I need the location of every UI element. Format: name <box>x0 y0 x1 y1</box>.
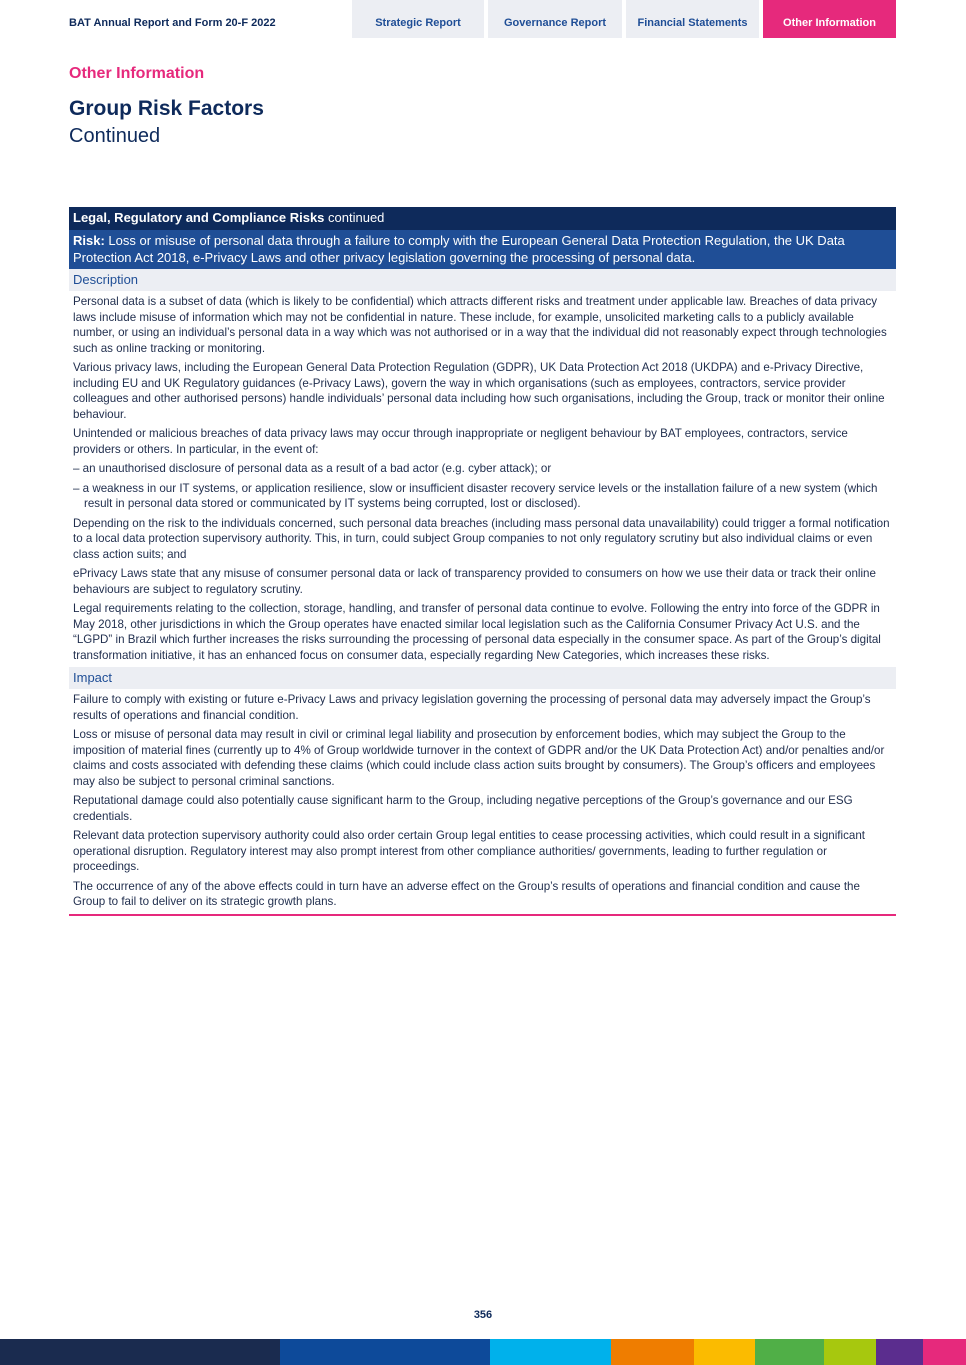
risk-statement-bar <box>69 230 896 269</box>
page-title: Group Risk Factors <box>69 97 264 120</box>
description-bullet: – an unauthorised disclosure of personal data as a result of a bad actor (e.g. cyber attack); or <box>73 462 552 475</box>
strip-segment <box>876 1339 923 1365</box>
brand-color-strip <box>0 1339 966 1365</box>
strip-segment <box>611 1339 694 1365</box>
description-paragraph: Unintended or malicious breaches of data privacy laws may occur through inappropriate or negligent behaviour by BAT employees, contractors, service providers or others. In particular, in the event of: <box>73 427 848 456</box>
description-paragraph: Personal data is a subset of data (which is likely to be confidential) which attracts different risks and treatment under applicable law. Breaches of data privacy laws include misuse of information which may not be confidential in nature. These include, for example, unsolicited marketing calls to a publicly available number, or using an individual’s personal data in a way which was not authorised or in a way that the individual did not reasonably expect through technologies such as online tracking or monitoring. <box>73 295 887 355</box>
section-label: Other Information <box>69 65 205 82</box>
strip-segment <box>755 1339 824 1365</box>
risk-table <box>69 207 896 916</box>
strip-segment <box>490 1339 611 1365</box>
tab-other-information[interactable]: Other Information <box>763 0 896 38</box>
tab-governance-report[interactable]: Governance Report <box>488 0 622 38</box>
risk-category-bar <box>69 207 896 230</box>
strip-segment <box>0 1339 280 1365</box>
strip-segment <box>694 1339 755 1365</box>
strip-segment <box>923 1339 966 1365</box>
tab-financial-statements[interactable]: Financial Statements <box>626 0 759 38</box>
description-heading: Description <box>69 269 896 291</box>
description-bullet: – a weakness in our IT systems, or application resilience, slow or insufficient disaster recovery service levels or the installation failure of a new system (which result in personal data stored or communicated by IT systems being corrupted, lost or disclosed). <box>73 481 878 510</box>
impact-paragraph: Loss or misuse of personal data may result in civil or criminal legal liability and prosecution by enforcement bodies, which may subject the Group to the imposition of material fines (currently up to 4% of Group worldwide turnover in the context of GDPR and/or the UK Data Protection Act) and/or penalties and/or claims and costs associated with defending these claims (which could include class action suits brought by consumers). The Group’s officers and employees may also be subject to personal criminal sanctions. <box>73 728 885 788</box>
page-number: 356 <box>473 1309 493 1321</box>
description-paragraph: Various privacy laws, including the European General Data Protection Regulation (GDPR), UK Data Protection Act 2018 (UKDPA) and e-Privacy Directive, including EU and UK Regulatory guidances (e-Privacy Laws), govern the way in which organisations (such as employees, contractors, service provider colleagues and other authorised persons) handle individuals’ personal data including how such organisations, including the Group, track or monitor their online behaviour. <box>73 361 885 421</box>
impact-paragraph: Relevant data protection supervisory authority could also order certain Group legal entities to cease processing activities, which could result in a significant operational disruption. Regulatory interest may also prompt interest from other compliance authorities/ governments, leading to further regulation or proceedings. <box>73 829 866 873</box>
description-paragraph: Depending on the risk to the individuals concerned, such personal data breaches (including mass personal data unavailability) could trigger a formal notification to a local data protection supervisory authority. This, in turn, could subject Group companies to not only regulatory scrutiny but also individual claims or even class action suits; and <box>73 516 890 561</box>
section-tabs <box>352 0 896 38</box>
impact-paragraph: The occurrence of any of the above effects could in turn have an adverse effect on the Group’s results of operations and financial condition and cause the Group to fail to deliver on its strategic growth plans. <box>73 879 860 908</box>
impact-paragraph: Failure to comply with existing or future e-Privacy Laws and privacy legislation governing the processing of personal data may adversely impact the Group’s results of operations and financial condition. <box>73 693 871 722</box>
description-paragraph: Legal requirements relating to the collection, storage, handling, and transfer of personal data continue to evolve. Following the entry into force of the GDPR in May 2018, other jurisdictions in which the Group operates have enacted similar local legislation such as the California Consumer Privacy Act U.S. and the “LGPD” in Brazil which further increases the risks surrounding the processing of personal data especially in the consumer space. As part of the Group’s digital transformation initiative, it has an enhanced focus on consumer data, especially regarding New Categories, which increases these risks. <box>73 602 881 662</box>
strip-segment <box>280 1339 490 1365</box>
report-title: BAT Annual Report and Form 20-F 2022 <box>69 17 276 29</box>
impact-heading: Impact <box>69 667 896 689</box>
risk-category-suffix: continued <box>324 210 385 225</box>
risk-prefix: Risk: <box>73 233 105 248</box>
risk-statement: Loss or misuse of personal data through a failure to comply with the European General Data Protection Regulation, the UK Data Protection Act 2018, e-Privacy Laws and other privacy legislation governing the processing of personal data. <box>73 233 845 265</box>
table-end-rule <box>69 914 896 916</box>
impact-paragraph: Reputational damage could also potentially cause significant harm to the Group, including negative perceptions of the Group’s governance and our ESG credentials. <box>73 794 853 823</box>
description-paragraph: ePrivacy Laws state that any misuse of consumer personal data or lack of transparency provided to consumers on how we use their data or track their online behaviours are subject to regulatory scrutiny. <box>73 567 876 596</box>
strip-segment <box>824 1339 876 1365</box>
page-subtitle: Continued <box>69 125 161 147</box>
tab-strategic-report[interactable]: Strategic Report <box>352 0 484 38</box>
risk-category-title: Legal, Regulatory and Compliance Risks <box>73 210 325 225</box>
